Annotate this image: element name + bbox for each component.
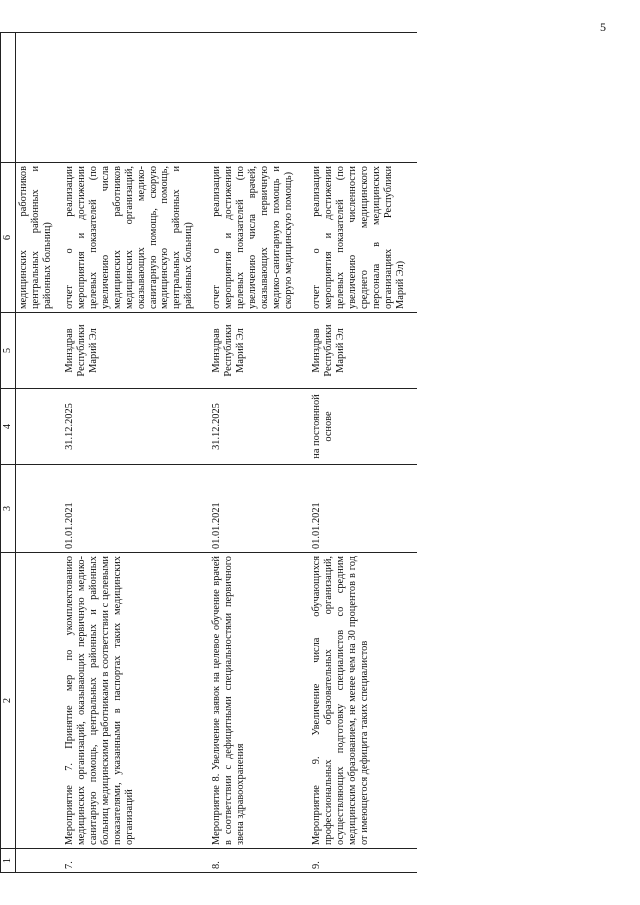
table-header-row [1, 33, 16, 873]
start-date-cell: 01.01.2021 [205, 465, 305, 553]
page-number: 5 [600, 20, 606, 34]
column-header-4: 4 [1, 389, 16, 465]
table-right-gutter [1, 33, 16, 163]
table-row [205, 33, 305, 873]
measure-cell: Мероприятие 7. Принятие мер по укомплектованию медицинских организаций, оказывающих первичную медико-санитарную помощь, центральных районных и районных больниц медицинскими работниками в соответствии с целевыми показателями, указанными в паспортах таких медицинских организаций [58, 553, 205, 849]
column-header-2: 2 [1, 553, 16, 849]
result-cell: отчет о реализации мероприятия и достижении целевых показателей (по увеличению числа врачей, оказывающих первичную медико-санитарную помощь и скорую медицинскую помощь) [205, 163, 305, 313]
row-number: 7. [58, 849, 205, 873]
measure-cell: Мероприятие 8. Увеличение заявок на целевое обучение врачей в соответствии с дефицитными специальностями первичного звена здравоохранения [205, 553, 305, 849]
executor-cell: Минздрав Республики Марий Эл [58, 313, 205, 389]
row-number: 9. [305, 849, 417, 873]
start-date-cell: 01.01.2021 [58, 465, 205, 553]
column-header-1: 1 [1, 849, 16, 873]
executor-cell: Минздрав Республики Марий Эл [205, 313, 305, 389]
end-date-cell: на постоянной основе [305, 389, 417, 465]
start-date-cell: 01.01.2021 [305, 465, 417, 553]
row-number: 8. [205, 849, 305, 873]
measure-cell: Мероприятие 9. Увеличение числа обучающихся профессиональных образовательных организаций, осуществляющих подготовку специалистов со средним медицинским образованием, не менее чем на 30 процентов в год от имеющегося дефицита таких специалистов [305, 553, 417, 849]
continued-result-cell: медицинских работников центральных районных и районных больниц) [16, 163, 58, 313]
end-date-cell: 31.12.2025 [58, 389, 205, 465]
measures-table [0, 32, 417, 873]
table-row-continuation [16, 33, 58, 873]
executor-cell: Минздрав Республики Марий Эл [305, 313, 417, 389]
result-cell: отчет о реализации мероприятия и достижении целевых показателей (по увеличению числа медицинских работников медицинских организаций, оказывающих медико-санитарную помощь, скорую медицинскую помощь, центральных районных и районных больниц) [58, 163, 205, 313]
column-header-6: 6 [1, 163, 16, 313]
table-row [305, 33, 417, 873]
column-header-5: 5 [1, 313, 16, 389]
rotated-page-content [0, 33, 640, 873]
end-date-cell: 31.12.2025 [205, 389, 305, 465]
result-cell: отчет о реализации мероприятия и достижении целевых показателей (по увеличению численности среднего медицинского персонала в медицинских организациях Республики Марий Эл) [305, 163, 417, 313]
table-row [58, 33, 205, 873]
column-header-3: 3 [1, 465, 16, 553]
